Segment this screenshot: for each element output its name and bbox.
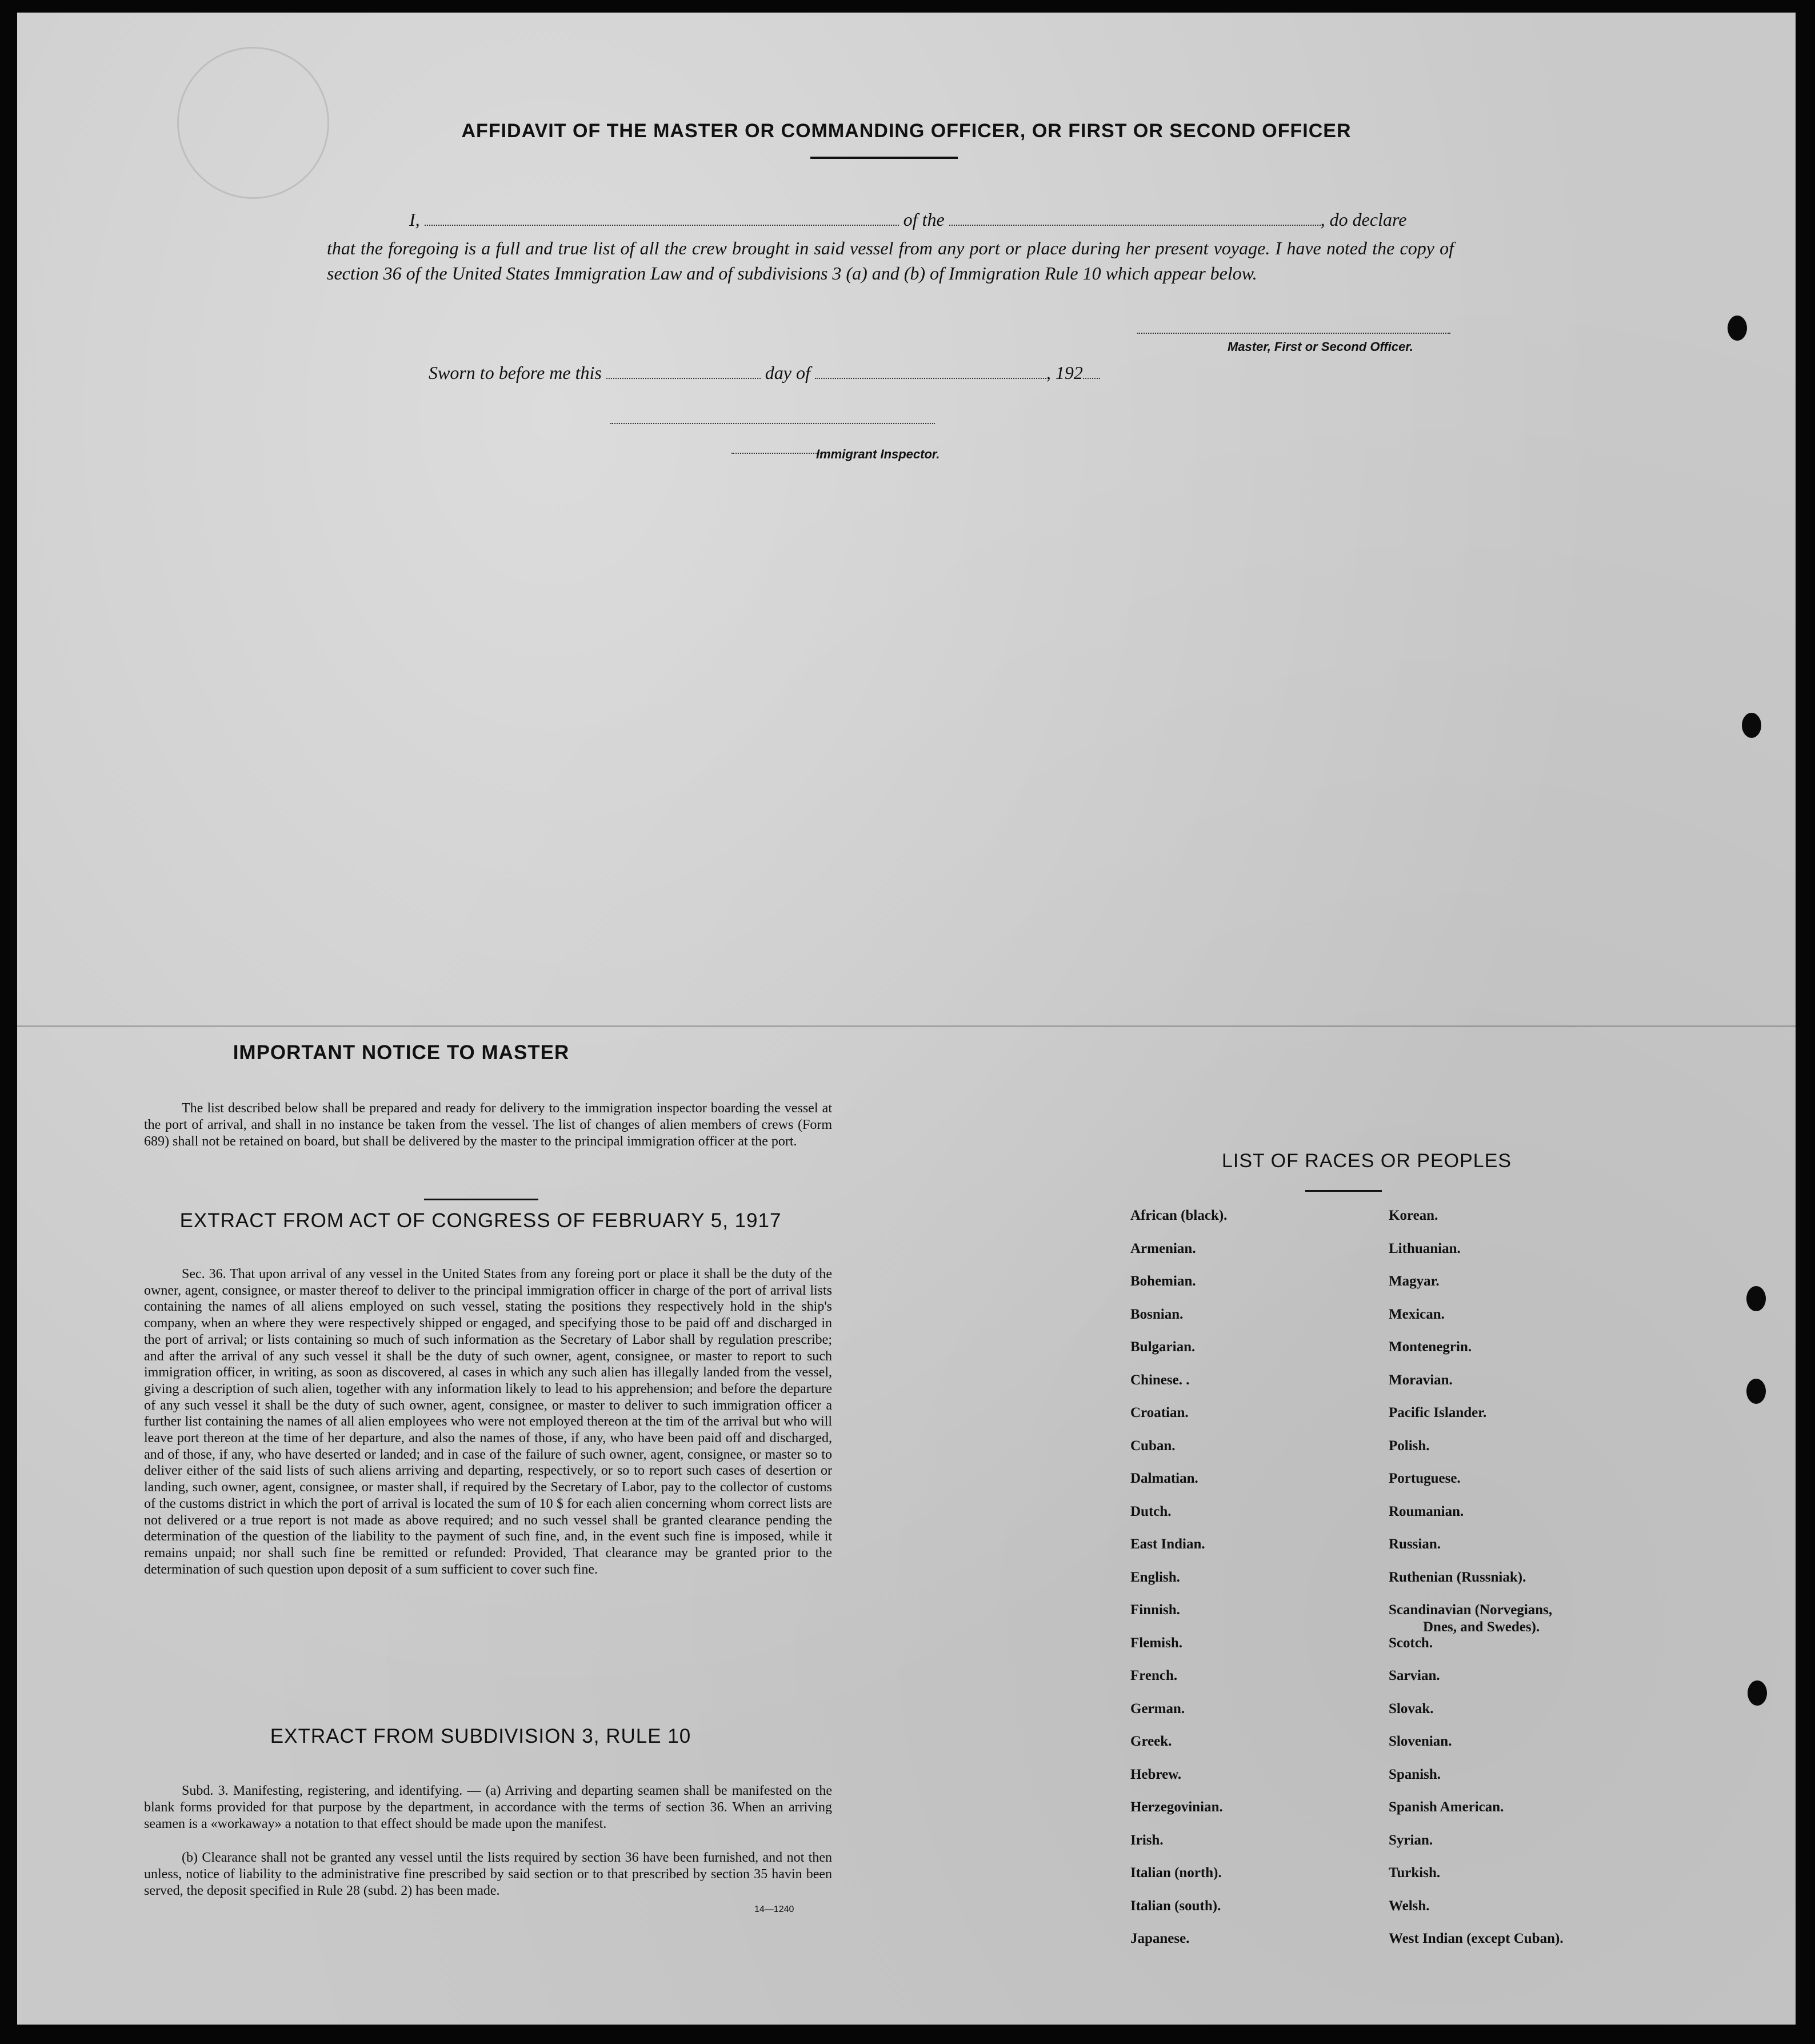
- day-of-label: day of: [765, 362, 810, 383]
- document-page: [17, 13, 1796, 2025]
- races-rule: [1305, 1190, 1382, 1192]
- affidavit-title: AFFIDAVIT OF THE MASTER OR COMMANDING OFFICER, OR FIRST OR SECOND OFFICER: [461, 120, 1352, 142]
- year-blank[interactable]: [1083, 362, 1100, 379]
- race-item: Hebrew.: [1130, 1766, 1182, 1782]
- race-item: Bohemian.: [1130, 1273, 1196, 1289]
- race-item: Magyar.: [1389, 1273, 1440, 1289]
- race-item: Chinese. .: [1130, 1372, 1190, 1388]
- rule-extract-body-b: (b) Clearance shall not be granted any vessel until the lists required by section 36 have been furnished, and not then unless, notice of liability to the administrative fine prescribed by said section or to that prescribed by section 35 havin been served, the deposit specified in Rule 28 (subd. 2) has been made.: [144, 1850, 832, 1898]
- race-item: Roumanian.: [1389, 1503, 1464, 1519]
- form-number: 14—1240: [754, 1905, 794, 1914]
- race-item: Flemish.: [1130, 1635, 1182, 1651]
- race-item: Portuguese.: [1389, 1471, 1461, 1486]
- section-rule: [424, 1199, 538, 1200]
- race-item: Moravian.: [1389, 1372, 1453, 1388]
- race-item: Greek.: [1130, 1734, 1172, 1749]
- race-item: Sarvian.: [1389, 1668, 1440, 1683]
- notice-title: IMPORTANT NOTICE TO MASTER: [233, 1041, 570, 1064]
- notice-body: The list described below shall be prepared and ready for delivery to the immigration inspector boarding the vessel at the port of arrival, and shall in no instance be taken from the vessel. The list of changes of alien members of crews (Form 689) shall not be retained on board, but shall be delivered by the master to the principal immigration officer at the port.: [144, 1101, 832, 1149]
- race-item: Slovak.: [1389, 1700, 1434, 1716]
- race-item: Cuban.: [1130, 1438, 1176, 1454]
- year-prefix: , 192: [1046, 362, 1083, 383]
- races-title: LIST OF RACES OR PEOPLES: [1222, 1150, 1512, 1172]
- race-item: Ruthenian (Russniak).: [1389, 1569, 1526, 1585]
- race-item: Spanish.: [1389, 1766, 1441, 1782]
- race-item: Italian (south).: [1130, 1898, 1221, 1914]
- race-item: Turkish.: [1389, 1865, 1441, 1881]
- officer-signature-line[interactable]: [1137, 333, 1450, 334]
- race-item: West Indian (except Cuban).: [1389, 1931, 1564, 1946]
- race-item: Lithuanian.: [1389, 1240, 1461, 1256]
- race-item: Russian.: [1389, 1536, 1441, 1552]
- race-item: Korean.: [1389, 1208, 1438, 1223]
- page-fold: [17, 1025, 1796, 1027]
- race-item: East Indian.: [1130, 1536, 1205, 1552]
- race-item: Finnish.: [1130, 1602, 1180, 1618]
- act-extract-body: Sec. 36. That upon arrival of any vessel in the United States from any foreing port or place it shall be the duty of the owner, agent, consignee, or master thereof to deliver to the principal immigration officer in charge of the port of arrival lists containing the names of all aliens employed on such vessel, stating the positions they respectively hold in the ship's company, when an where they were respectively shipped or engaged, and specifying those to be paid off and discharged in the port of arrival; or lists containing so much of such information as the Secretary of Labor shall by regulation prescribe; and after the arrival of any such vessel it shall be the duty of such owner, agent, consignee, or master to report to such immigration officer, in writing, as soon as discovered, al cases in which any such alien has illegally landed from the vessel, giving a description of such alien, together with any information likely to lead to his apprehension; and before the departure of any such vessel it shall be the duty of such owner, agent, consignee, or master to deliver to such immigration officer a further list containing the names of all alien employees who were not employed thereon at the tim of the arrival but who will leave port thereon at the time of her departure, and also the names of those, if any, who have been paid off and discharged, and of those, if any, who have deserted or landed; and in case of the failure of such owner, agent, consignee, or master so to deliver either of the said lists of such aliens arriving and departing, respectively, or so to report such cases of desertion or landing, such owner, agent, consignee, or master shall, if required by the Secretary of Labor, pay to the collector of customs of the customs district in which the port of arrival is located the sum of 10 $ for each alien concerning whom correct lists are not delivered or a true report is not made as above required; and no such vessel shall be granted clearance pending the determination of the question of the liability to the payment of such fine, and, in the event such fine is imposed, while it remains unpaid; nor shall such fine be remitted or refunded: Provided, That clearance may be granted prior to the determination of such question upon deposit of a sum sufficient to cover such fine.: [144, 1267, 832, 1577]
- race-item: Syrian.: [1389, 1832, 1433, 1848]
- sworn-day-blank[interactable]: [606, 362, 761, 379]
- officer-signature-caption: Master, First or Second Officer.: [1228, 340, 1413, 354]
- race-item: Italian (north).: [1130, 1865, 1222, 1881]
- race-item: German.: [1130, 1700, 1185, 1716]
- sworn-month-blank[interactable]: [815, 362, 1046, 379]
- punch-hole: [1748, 1680, 1767, 1706]
- race-item: Slovenian.: [1389, 1734, 1452, 1749]
- punch-hole: [1746, 1286, 1766, 1311]
- punch-hole: [1742, 713, 1761, 738]
- rule-extract-title: EXTRACT FROM SUBDIVISION 3, RULE 10: [270, 1725, 691, 1747]
- inspector-dots: [731, 453, 823, 454]
- vessel-blank[interactable]: [949, 209, 1321, 226]
- race-item: Armenian.: [1130, 1240, 1196, 1256]
- race-item: Mexican.: [1389, 1306, 1445, 1322]
- affidavit-declaration-line: [409, 207, 1461, 232]
- race-item: Welsh.: [1389, 1898, 1430, 1914]
- race-item: English.: [1130, 1569, 1180, 1585]
- name-blank[interactable]: [425, 209, 899, 226]
- races-left-column: [1130, 1207, 1227, 1963]
- race-item: Dalmatian.: [1130, 1471, 1198, 1486]
- act-extract-title: EXTRACT FROM ACT OF CONGRESS OF FEBRUARY 5, 1917: [179, 1209, 782, 1232]
- punch-hole: [1746, 1379, 1766, 1404]
- race-item: Croatian.: [1130, 1405, 1189, 1420]
- race-item: Montenegrin.: [1389, 1339, 1472, 1355]
- affidavit-of-the-label: of the: [903, 209, 945, 230]
- race-item: Japanese.: [1130, 1931, 1190, 1946]
- race-item: Polish.: [1389, 1438, 1430, 1454]
- race-item: Scotch.: [1389, 1635, 1433, 1651]
- affidavit-body: that the foregoing is a full and true list of all the crew brought in said vessel from any port or place during her present voyage. I have noted the copy of section 36 of the United States Immigration Law and of subdivisions 3 (a) and (b) of Immigration Rule 10 which appear below.: [327, 238, 1454, 284]
- rule-extract-body-a: Subd. 3. Manifesting, registering, and identifying. — (a) Arriving and departing seamen shall be manifested on the blank forms provided for that purpose by the department, in accordance with the terms of section 36. When an arriving seamen is a «workaway» a notation to that effect should be made upon the manifest.: [144, 1783, 832, 1831]
- race-item: Dutch.: [1130, 1503, 1172, 1519]
- affidavit-declare-label: , do declare: [1320, 209, 1407, 230]
- inspector-signature-line[interactable]: [610, 423, 935, 424]
- races-right-column: [1389, 1207, 1564, 1963]
- title-rule: [810, 157, 958, 159]
- race-item: Spanish American.: [1389, 1799, 1504, 1815]
- race-item: African (black).: [1130, 1208, 1228, 1223]
- sworn-line: [429, 360, 1229, 385]
- affidavit-i-label: I,: [409, 209, 420, 230]
- race-item: Bosnian.: [1130, 1306, 1184, 1322]
- race-item: French.: [1130, 1668, 1178, 1683]
- race-item: Scandinavian (Norvegians,: [1389, 1602, 1553, 1618]
- race-item: Irish.: [1130, 1832, 1164, 1848]
- race-item: Pacific Islander.: [1389, 1405, 1487, 1420]
- sworn-label: Sworn to before me this: [429, 362, 602, 383]
- race-item: Dnes, and Swedes).: [1423, 1619, 1540, 1635]
- race-item: Herzegovinian.: [1130, 1799, 1223, 1815]
- punch-hole: [1728, 316, 1747, 341]
- race-item: Bulgarian.: [1130, 1339, 1196, 1355]
- inspector-caption: Immigrant Inspector.: [816, 447, 940, 461]
